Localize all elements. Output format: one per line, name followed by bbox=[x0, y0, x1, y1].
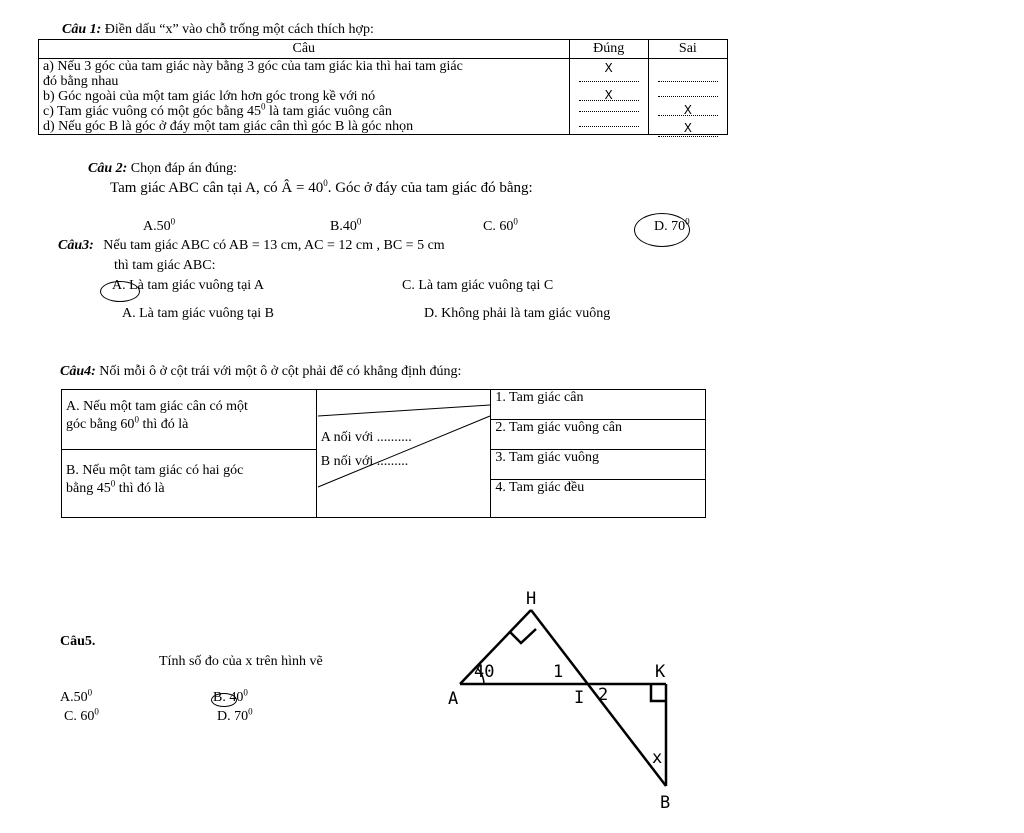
q4-right-3: 3. Tam giác vuông bbox=[491, 450, 706, 480]
q4-right-4: 4. Tam giác đều bbox=[491, 480, 706, 518]
q4-middle-b[interactable]: B nối với ......... bbox=[316, 450, 491, 518]
q4-left-b: B. Nếu một tam giác có hai góc bằng $45^0$ thì đó là bbox=[62, 450, 317, 518]
q2-instruction: Chọn đáp án đúng: bbox=[130, 161, 237, 176]
q1-mark-c-false: X bbox=[683, 103, 692, 117]
q2-option-a[interactable]: $A.50^0$ bbox=[143, 216, 176, 234]
q1-row-a-line1: a) Nếu 3 góc của tam giác này bằng 3 góc của tam giác kia thì hai tam giác bbox=[43, 59, 463, 74]
q4-line-b bbox=[318, 416, 490, 487]
label-i: I bbox=[574, 688, 585, 708]
q2-option-d[interactable]: D. $70^0$ bbox=[654, 216, 690, 234]
q1-header-false: Sai bbox=[648, 40, 727, 59]
q1-row-c-text: c) Tam giác vuông có một góc bằng $45^0$ là tam giác vuông cân bbox=[43, 101, 392, 119]
q2-stem: Tam giác ABC cân tại A, có Â = $40^0$. Góc ở đáy của tam giác đó bằng: bbox=[110, 178, 533, 196]
label-b: B bbox=[660, 793, 671, 813]
label-a: A bbox=[448, 689, 459, 709]
q5-figure bbox=[440, 580, 690, 820]
q5-option-a[interactable]: $A.50^0$ bbox=[60, 687, 93, 705]
q4-left-a: A. Nếu một tam giác cân có một góc bằng $60^0$ thì đó là bbox=[62, 390, 317, 450]
q1-mark-a-true: X bbox=[604, 61, 613, 75]
q5-option-b[interactable]: B. $40^0$ bbox=[213, 687, 248, 705]
q1-mark-d-false: X bbox=[683, 121, 692, 135]
q2-option-b[interactable]: $B.40^0$ bbox=[330, 216, 362, 234]
q1-row-d-text: d) Nếu góc B là góc ở đáy một tam giác cân thì góc B là góc nhọn bbox=[43, 119, 414, 134]
q1-header-statement: Câu bbox=[39, 40, 570, 59]
q1-row-b-text: b) Góc ngoài của một tam giác lớn hơn góc trong kề với nó bbox=[43, 89, 376, 104]
q4-right-2: 2. Tam giác vuông cân bbox=[491, 420, 706, 450]
q5-title: Câu5. bbox=[60, 634, 96, 649]
q2-option-c[interactable]: C. $60^0$ bbox=[483, 216, 518, 234]
q4-line-a bbox=[318, 405, 490, 416]
right-angle-h bbox=[510, 629, 536, 643]
q3-stem: Nếu tam giác ABC có AB = 13 cm, AC = 12 cm , BC = 5 cm bbox=[103, 238, 445, 253]
segment-ah bbox=[460, 610, 531, 684]
q4-middle-a[interactable]: A nối với .......... bbox=[316, 390, 491, 450]
q4-right-1: 1. Tam giác cân bbox=[491, 390, 706, 420]
q3-option-b[interactable]: A. Là tam giác vuông tại B bbox=[122, 306, 275, 321]
q1-mark-b-true: X bbox=[604, 88, 613, 102]
q1-title: Câu 1: bbox=[62, 22, 102, 37]
label-angle-40: 40 bbox=[474, 662, 495, 682]
q5-option-c[interactable]: C. $60^0$ bbox=[64, 706, 99, 724]
q4-instruction: Nối mỗi ô ở cột trái với một ô ở cột phải để có khẳng định đúng: bbox=[99, 364, 462, 379]
q5-instruction: Tính số đo của x trên hình vẽ bbox=[159, 654, 323, 669]
q2-title: Câu 2: bbox=[88, 161, 128, 176]
q3-title: Câu3: bbox=[58, 238, 94, 253]
q1-row-a-line2: đó bằng nhau bbox=[43, 74, 119, 89]
q1-header-true: Đúng bbox=[569, 40, 648, 59]
label-angle-2: 2 bbox=[598, 685, 609, 705]
right-angle-k bbox=[651, 684, 666, 701]
q5-answer-circle bbox=[211, 693, 237, 707]
q1-instruction: Điền dấu “x” vào chỗ trống một cách thích hợp: bbox=[104, 22, 374, 37]
q5-option-d[interactable]: D. $70^0$ bbox=[217, 706, 253, 724]
label-x: x bbox=[652, 748, 663, 768]
label-h: H bbox=[526, 589, 537, 609]
q3-option-a[interactable]: A. Là tam giác vuông tại A bbox=[112, 278, 265, 293]
q3-option-c[interactable]: C. Là tam giác vuông tại C bbox=[402, 278, 554, 293]
q4-title: Câu4: bbox=[60, 364, 96, 379]
label-k: K bbox=[655, 662, 666, 682]
q3-stem2: thì tam giác ABC: bbox=[114, 258, 216, 273]
label-angle-1: 1 bbox=[553, 662, 564, 682]
q3-option-d[interactable]: D. Không phải là tam giác vuông bbox=[424, 306, 611, 321]
